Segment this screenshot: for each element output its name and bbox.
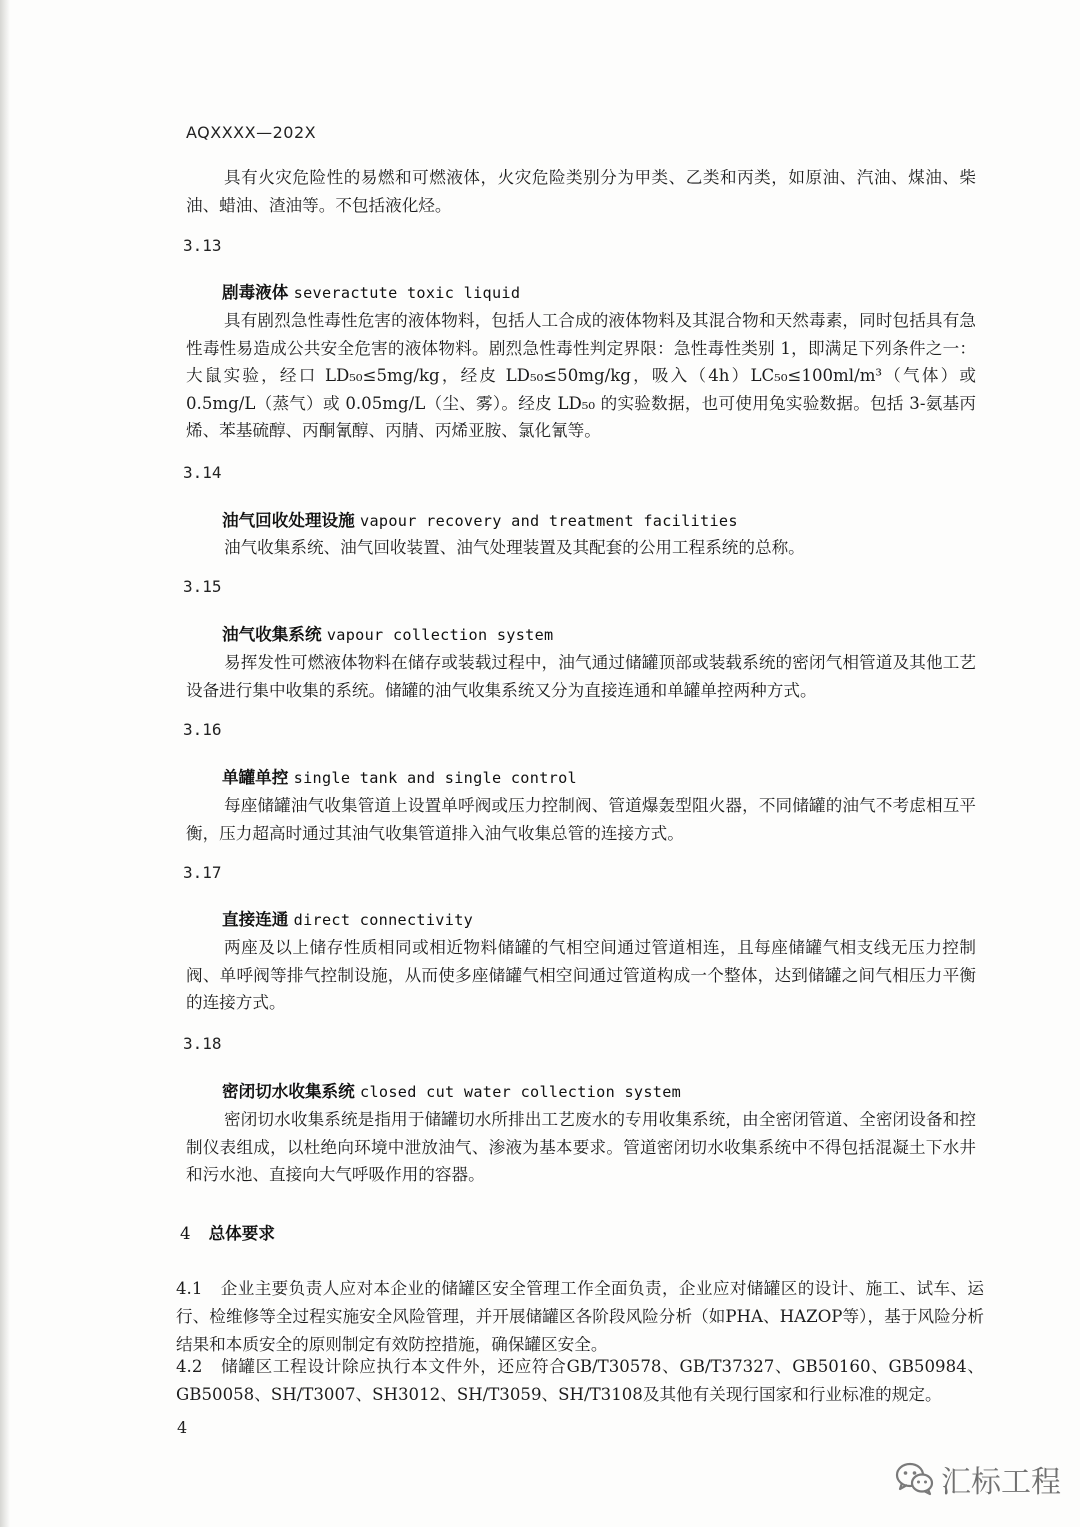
term-title-3-16 bbox=[222, 764, 577, 788]
intro-paragraph: 具有火灾危险性的易燃和可燃液体，火灾危险类别分为甲类、乙类和丙类，如原油、汽油、煤油、柴油、蜡油、渣油等。不包括液化烃。 bbox=[186, 168, 976, 215]
term-en: single tank and single control bbox=[293, 769, 577, 787]
section-heading bbox=[180, 1220, 275, 1244]
term-en: vapour recovery and treatment facilities bbox=[360, 512, 738, 530]
term-en: severactute toxic liquid bbox=[293, 284, 521, 302]
term-zh: 密闭切水收集系统 bbox=[222, 1081, 355, 1101]
term-definition-3-17: 两座及以上储存性质相同或相近物料储罐的气相空间通过管道相连，且每座储罐气相支线无压力控制阀、单呼阀等排气控制设施，从而使多座储罐气相空间通过管道构成一个整体，达到储罐之间气相压力平衡的连接方式。 bbox=[186, 938, 976, 1012]
term-en: direct connectivity bbox=[293, 911, 474, 929]
clause-number: 4.1 bbox=[176, 1279, 203, 1298]
clause-number: 4.2 bbox=[176, 1357, 203, 1376]
clause-4-1 bbox=[176, 1275, 984, 1359]
term-number-3-17: 3.17 bbox=[183, 863, 222, 882]
term-zh: 直接连通 bbox=[222, 909, 289, 929]
term-en: vapour collection system bbox=[326, 626, 554, 644]
document-code: AQXXXX—202X bbox=[186, 123, 317, 142]
term-title-3-15 bbox=[222, 621, 554, 645]
term-title-3-14 bbox=[222, 507, 738, 531]
term-zh: 单罐单控 bbox=[222, 767, 289, 787]
page-number: 4 bbox=[177, 1418, 188, 1437]
term-en: closed cut water collection system bbox=[360, 1083, 682, 1101]
term-number-3-14: 3.14 bbox=[183, 463, 222, 482]
term-number-3-16: 3.16 bbox=[183, 720, 222, 739]
term-number-3-13: 3.13 bbox=[183, 236, 222, 255]
term-title-3-13 bbox=[222, 279, 520, 303]
clause-text: 储罐区工程设计除应执行本文件外，还应符合GB/T30578、GB/T37327、GB50160、GB50984、GB50058、SH/T3007、SH3012、SH/T3059、SH/T3108及其他有关现行国家和行业标准的规定。 bbox=[176, 1357, 984, 1404]
section-number: 4 bbox=[180, 1224, 191, 1243]
wechat-icon bbox=[895, 1462, 935, 1496]
section-title: 总体要求 bbox=[208, 1223, 275, 1243]
term-zh: 油气收集系统 bbox=[222, 624, 322, 644]
term-definition-3-18: 密闭切水收集系统是指用于储罐切水所排出工艺废水的专用收集系统，由全密闭管道、全密闭设备和控制仪表组成，以杜绝向环境中泄放油气、渗液为基本要求。管道密闭切水收集系统中不得包括混凝土下水井和污水池、直接向大气呼吸作用的容器。 bbox=[186, 1110, 976, 1184]
page-edge-shadow bbox=[0, 0, 10, 1527]
term-title-3-18 bbox=[222, 1078, 681, 1102]
term-title-3-17 bbox=[222, 906, 473, 930]
term-zh: 油气回收处理设施 bbox=[222, 510, 355, 530]
watermark bbox=[895, 1457, 1061, 1501]
term-definition-3-16: 每座储罐油气收集管道上设置单呼阀或压力控制阀、管道爆轰型阻火器，不同储罐的油气不考虑相互平衡，压力超高时通过其油气收集管道排入油气收集总管的连接方式。 bbox=[186, 796, 976, 843]
clause-text: 企业主要负责人应对本企业的储罐区安全管理工作全面负责，企业应对储罐区的设计、施工、试车、运行、检维修等全过程实施安全风险管理，并开展储罐区各阶段风险分析（如PHA、HAZOP等），基于风险分析结果和本质安全的原则制定有效防控措施，确保罐区安全。 bbox=[176, 1279, 984, 1354]
term-definition-3-13: 具有剧烈急性毒性危害的液体物料，包括人工合成的液体物料及其混合物和天然毒素，同时包括具有急性毒性易造成公共安全危害的液体物料。剧烈急性毒性判定界限：急性毒性类别 1，即满足下列条件之一：大鼠实验，经口 LD₅₀≤5mg/kg，经皮 LD₅₀≤50mg/kg，吸入（4h）LC₅₀≤100ml/m³（气体）或 0.5mg/L（蒸气）或 0.05mg/L（尘、雾）。经皮 LD₅₀ 的实验数据，也可使用兔实验数据。包括 3-氨基丙烯、苯基硫醇、丙酮氰醇、丙腈、丙烯亚胺、氯化氰等。 bbox=[186, 311, 976, 440]
term-number-3-15: 3.15 bbox=[183, 577, 222, 596]
term-number-3-18: 3.18 bbox=[183, 1034, 222, 1053]
clause-4-2 bbox=[176, 1353, 984, 1409]
term-zh: 剧毒液体 bbox=[222, 282, 289, 302]
term-definition-3-15: 易挥发性可燃液体物料在储存或装载过程中，油气通过储罐顶部或装载系统的密闭气相管道及其他工艺设备进行集中收集的系统。储罐的油气收集系统又分为直接连通和单罐单控两种方式。 bbox=[186, 653, 976, 700]
watermark-text: 汇标工程 bbox=[941, 1465, 1061, 1500]
term-definition-3-14: 油气收集系统、油气回收装置、油气处理装置及其配套的公用工程系统的总称。 bbox=[224, 538, 805, 557]
